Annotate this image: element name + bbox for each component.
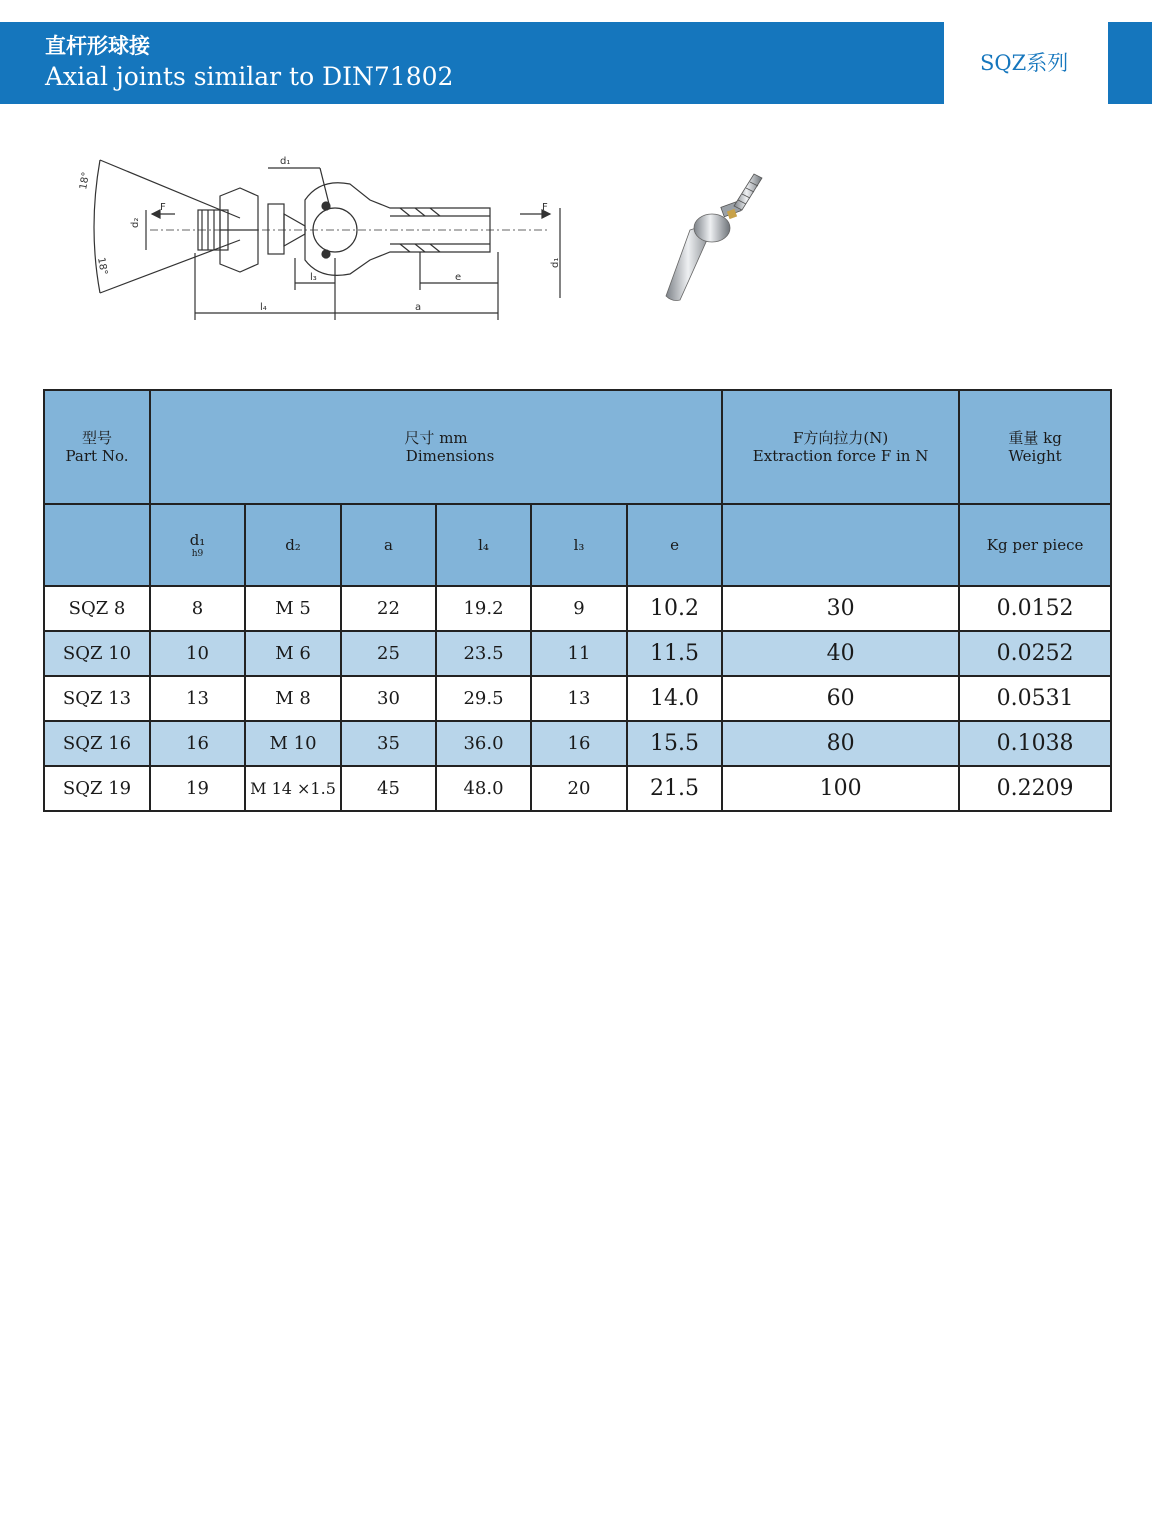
label-l3: l₃ bbox=[310, 272, 317, 283]
cell-force: 30 bbox=[722, 586, 959, 631]
header-weight: 重量 kg Weight bbox=[959, 390, 1111, 504]
cell-e: 15.5 bbox=[627, 721, 722, 766]
cell-d2: M 10 bbox=[245, 721, 341, 766]
subheader-l4: l₄ bbox=[436, 504, 531, 586]
cell-a: 35 bbox=[341, 721, 436, 766]
cell-d1: 19 bbox=[150, 766, 245, 811]
table-row bbox=[44, 721, 1111, 766]
cell-force: 100 bbox=[722, 766, 959, 811]
cell-weight: 0.0252 bbox=[959, 631, 1111, 676]
title-banner bbox=[0, 22, 944, 104]
specification-table bbox=[43, 389, 1112, 812]
angle-line-bottom bbox=[100, 240, 240, 293]
cell-l3: 11 bbox=[531, 631, 627, 676]
cell-e: 14.0 bbox=[627, 676, 722, 721]
subheader-d1: d₁ h9 bbox=[150, 504, 245, 586]
subheader-l3: l₃ bbox=[531, 504, 627, 586]
cell-d2: M 6 bbox=[245, 631, 341, 676]
cell-d1: 16 bbox=[150, 721, 245, 766]
cell-l3: 20 bbox=[531, 766, 627, 811]
cell-weight: 0.0152 bbox=[959, 586, 1111, 631]
title-english: Axial joints similar to DIN71802 bbox=[45, 62, 454, 91]
subheader-a: a bbox=[341, 504, 436, 586]
subheader-e: e bbox=[627, 504, 722, 586]
cell-l3: 9 bbox=[531, 586, 627, 631]
cell-e: 10.2 bbox=[627, 586, 722, 631]
cell-part: SQZ 19 bbox=[44, 766, 150, 811]
label-e: e bbox=[455, 272, 462, 283]
cell-l4: 23.5 bbox=[436, 631, 531, 676]
table-row bbox=[44, 676, 1111, 721]
cell-d1: 10 bbox=[150, 631, 245, 676]
cell-a: 22 bbox=[341, 586, 436, 631]
subheader-weight-unit: Kg per piece bbox=[959, 504, 1111, 586]
table-header-row bbox=[44, 390, 1111, 504]
header-part-no: 型号 Part No. bbox=[44, 390, 150, 504]
ball-housing bbox=[305, 183, 490, 276]
subheader-empty-force bbox=[722, 504, 959, 586]
table-row bbox=[44, 631, 1111, 676]
cell-l4: 48.0 bbox=[436, 766, 531, 811]
technical-drawing bbox=[80, 148, 580, 328]
cell-l4: 36.0 bbox=[436, 721, 531, 766]
cell-part: SQZ 10 bbox=[44, 631, 150, 676]
cell-l4: 19.2 bbox=[436, 586, 531, 631]
cell-weight: 0.0531 bbox=[959, 676, 1111, 721]
cell-part: SQZ 8 bbox=[44, 586, 150, 631]
title-chinese: 直杆形球接 bbox=[45, 34, 150, 58]
cell-d2: M 5 bbox=[245, 586, 341, 631]
table-row bbox=[44, 766, 1111, 811]
angle-label-bottom: 18° bbox=[95, 256, 109, 276]
angle-line-top bbox=[100, 160, 240, 218]
cell-force: 40 bbox=[722, 631, 959, 676]
table-row bbox=[44, 586, 1111, 631]
angle-label-top: 18° bbox=[78, 171, 93, 191]
cell-a: 25 bbox=[341, 631, 436, 676]
cell-a: 30 bbox=[341, 676, 436, 721]
cell-e: 11.5 bbox=[627, 631, 722, 676]
series-label: SQZ系列 bbox=[980, 51, 1069, 75]
label-d1-top: d₁ bbox=[280, 156, 291, 167]
cell-l3: 16 bbox=[531, 721, 627, 766]
cell-d1: 13 bbox=[150, 676, 245, 721]
label-l4: l₄ bbox=[260, 302, 267, 313]
label-d2: d₂ bbox=[130, 217, 141, 228]
cell-weight: 0.1038 bbox=[959, 721, 1111, 766]
subheader-d2: d₂ bbox=[245, 504, 341, 586]
cell-weight: 0.2209 bbox=[959, 766, 1111, 811]
cell-l4: 29.5 bbox=[436, 676, 531, 721]
header-dimensions: 尺寸 mm Dimensions bbox=[150, 390, 722, 504]
ball bbox=[313, 208, 357, 252]
label-a: a bbox=[415, 302, 422, 313]
side-tab bbox=[1108, 22, 1152, 104]
cell-d1: 8 bbox=[150, 586, 245, 631]
label-force-left: F bbox=[160, 202, 166, 213]
cell-force: 80 bbox=[722, 721, 959, 766]
cell-part: SQZ 13 bbox=[44, 676, 150, 721]
cell-force: 60 bbox=[722, 676, 959, 721]
cell-part: SQZ 16 bbox=[44, 721, 150, 766]
label-d1-side: d₁ bbox=[550, 257, 561, 268]
cell-d2: M 14 ×1.5 bbox=[245, 766, 341, 811]
table-subheader-row bbox=[44, 504, 1111, 586]
label-force-right: F bbox=[542, 202, 548, 213]
cell-d2: M 8 bbox=[245, 676, 341, 721]
product-photo bbox=[650, 160, 780, 310]
cell-l3: 13 bbox=[531, 676, 627, 721]
subheader-empty-part bbox=[44, 504, 150, 586]
washer bbox=[268, 204, 284, 254]
header-extraction-force: F方向拉力(N) Extraction force F in N bbox=[722, 390, 959, 504]
cell-e: 21.5 bbox=[627, 766, 722, 811]
cell-a: 45 bbox=[341, 766, 436, 811]
